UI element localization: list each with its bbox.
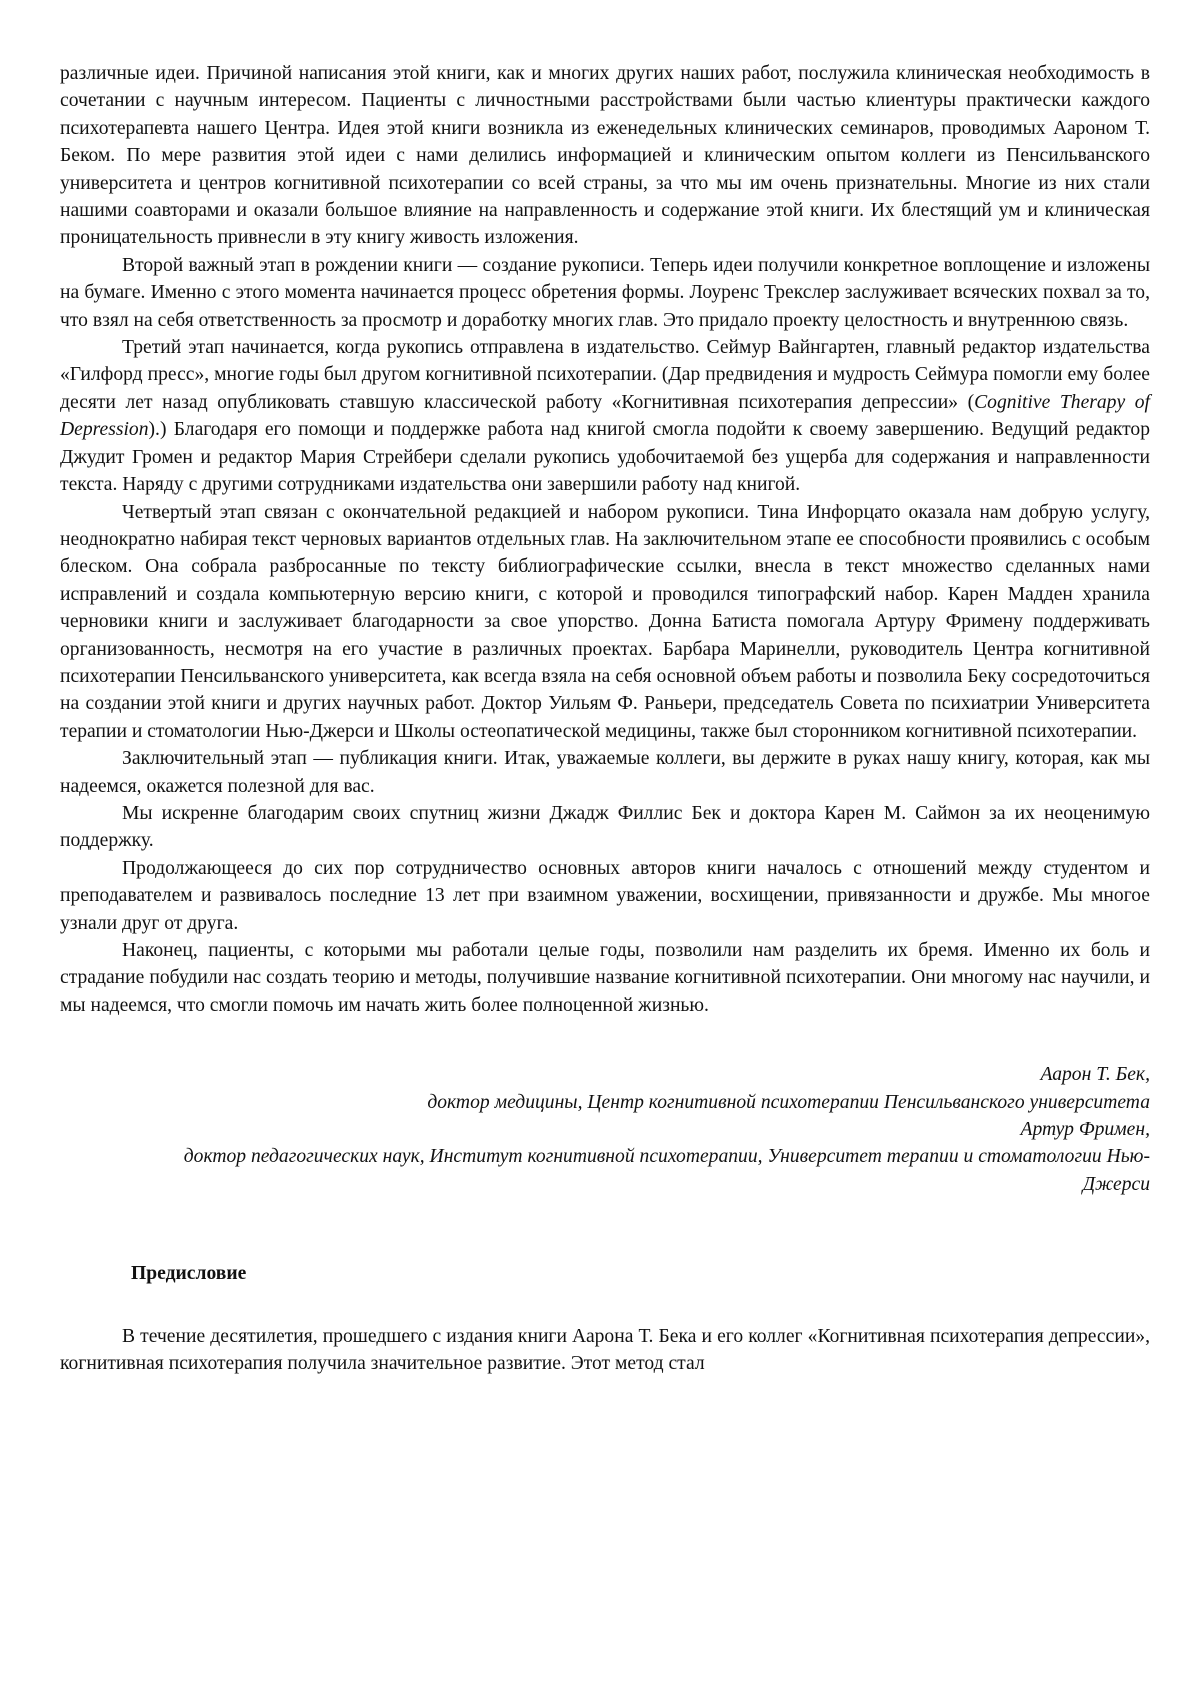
author-name: Аарон Т. Бек, — [1040, 1064, 1150, 1086]
book-title-italic: Cognitive Therapy of Depression — [60, 391, 1150, 441]
paragraph-text-segment: Третий этап начинается, когда рукопись отправлена в издательство. Сеймур Вайнгартен, главный редактор издательства «Гилфорд пресс», многие годы был другом когнитивной психотерапии. (Дар предвидения и мудрость Сеймура помогли ему более десяти лет назад опубликовать ставшую классической работу «Когнитивная психотерапия депрессии» ( — [60, 337, 1150, 413]
author-affiliation: доктор медицины, Центр когнитивной психотерапии Пенсильванского университета — [427, 1091, 1150, 1113]
body-paragraph: Мы искренне благодарим своих спутниц жизни Джадж Филлис Бек и доктора Карен М. Саймон за их неоценимую поддержку. — [60, 802, 1150, 852]
body-paragraph: Четвертый этап связан с окончательной редакцией и набором рукописи. Тина Инфорцато оказала нам добрую услугу, неоднократно набирая текст черновых вариантов отдельных глав. На заключительном этапе ее способности проявились с особым блеском. Она собрала разбросанные по тексту библиографические ссылки, внесла в текст множество сделанных нами исправлений и создала компьютерную версию книги, с которой и проводился типографский набор. Карен Мадден хранила черновики книги и заслуживает благодарности за свое упорство. Донна Батиста помогала Артуру Фримену поддерживать организованность, несмотря на его участие в различных проектах. Барбара Маринелли, руководитель Центра когнитивной психотерапии Пенсильванского университета, как всегда взяла на себя основной объем работы и позволила Беку сосредоточиться на создании этой книги и других научных работ. Доктор Уильям Ф. Раньери, председатель Совета по психиатрии Университета терапии и стоматологии Нью-Джерси и Школы остеопатической медицины, также был сторонником когнитивной психотерапии. — [60, 501, 1150, 742]
body-paragraph: Второй важный этап в рождении книги — создание рукописи. Теперь идеи получили конкретное воплощение и изложены на бумаге. Именно с этого момента начинается процесс обретения формы. Лоуренс Трекслер заслуживает всяческих похвал за то, что взял на себя ответственность за просмотр и доработку многих глав. Это придало проекту целостность и внутреннюю связь. — [60, 254, 1150, 331]
author-affiliation: доктор педагогических наук, Институт когнитивной психотерапии, Университет терапии и стоматологии Нью-Джерси — [183, 1146, 1150, 1195]
author-name: Артур Фримен, — [1020, 1119, 1150, 1141]
preface-paragraph: В течение десятилетия, прошедшего с издания книги Аарона Т. Бека и его коллег «Когнитивная психотерапия депрессии», когнитивная психотерапия получила значительное развитие. Этот метод стал — [60, 1325, 1150, 1375]
section-heading: Предисловие — [131, 1263, 247, 1285]
body-paragraph: различные идеи. Причиной написания этой книги, как и многих других наших работ, послужила клиническая необходимость в сочетании с научным интересом. Пациенты с личностными расстройствами были частью клиентуры практически каждого психотерапевта нашего Центра. Идея этой книги возникла из еженедельных клинических семинаров, проводимых Аароном Т. Беком. По мере развития этой идеи с нами делились информацией и клиническим опытом коллеги из Пенсильванского университета и центров когнитивной психотерапии со всей страны, за что мы им очень признательны. Многие из них стали нашими соавторами и оказали большое влияние на направленность и содержание этой книги. Их блестящий ум и клиническая проницательность привнесли в эту книгу живость изложения. — [60, 63, 1150, 249]
body-paragraph: Продолжающееся до сих пор сотрудничество основных авторов книги началось с отношений между студентом и преподавателем и развивалось последние 13 лет при взаимном уважении, восхищении, привязанности и дружбе. Мы многое узнали друг от друга. — [60, 857, 1150, 934]
body-paragraph: Заключительный этап — публикация книги. Итак, уважаемые коллеги, вы держите в руках нашу книгу, которая, как мы надеемся, окажется полезной для вас. — [60, 748, 1150, 797]
body-paragraph-third-stage — [60, 334, 1150, 498]
signature-block — [60, 1061, 1150, 1198]
body-paragraph: Наконец, пациенты, с которыми мы работали целые годы, позволили нам разделить их бремя. Именно их боль и страдание побудили нас создать теорию и методы, получившие название когнитивной психотерапии. Они многому нас научили, и мы надеемся, что смогли помочь им начать жить более полноценной жизнью. — [60, 940, 1150, 1016]
document-page — [60, 60, 1150, 1377]
paragraph-text-segment: ).) Благодаря его помощи и поддержке работа над книгой смогла подойти к своему завершению. Ведущий редактор Джудит Громен и редактор Мария Стрейбери сделали рукопись удобочитаемой без ущерба для содержания и направленности текста. Наряду с другими сотрудниками издательства они завершили работу над книгой. — [60, 419, 1150, 496]
